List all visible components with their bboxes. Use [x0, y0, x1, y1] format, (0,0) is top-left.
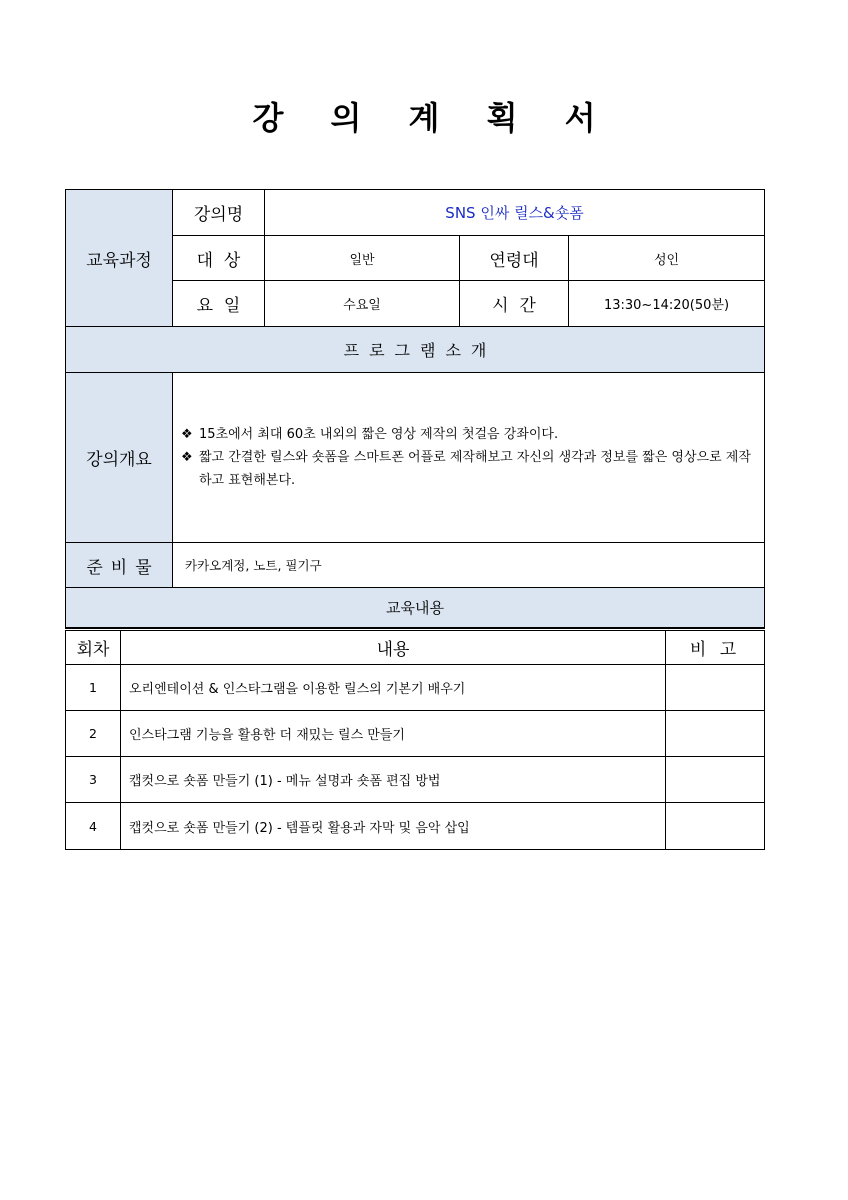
- course-label: 교육과정: [66, 190, 173, 327]
- table-row: [66, 757, 765, 803]
- time-label: 시 간: [460, 281, 569, 327]
- table-row: [66, 803, 765, 850]
- session-note: [666, 665, 765, 711]
- session-note: [666, 757, 765, 803]
- table-row: [66, 711, 765, 757]
- overview-bullet: [181, 446, 756, 492]
- column-header-session: 회차: [66, 630, 121, 665]
- session-content: 캡컷으로 숏폼 만들기 (1) - 메뉴 설명과 숏폼 편집 방법: [121, 757, 666, 803]
- session-number: 4: [66, 803, 121, 850]
- session-number: 2: [66, 711, 121, 757]
- table-row: [66, 665, 765, 711]
- course-plan-table: [65, 189, 765, 628]
- overview-bullet: [181, 423, 756, 446]
- lecture-name-label: 강의명: [173, 190, 265, 236]
- session-content: 오리엔테이션 & 인스타그램을 이용한 릴스의 기본기 배우기: [121, 665, 666, 711]
- session-note: [666, 711, 765, 757]
- education-heading: 교육내용: [66, 588, 765, 628]
- target-value: 일반: [265, 236, 460, 281]
- session-number: 3: [66, 757, 121, 803]
- diamond-bullet-icon: ❖: [181, 450, 193, 465]
- age-group-label: 연령대: [460, 236, 569, 281]
- session-content: 인스타그램 기능을 활용한 더 재밌는 릴스 만들기: [121, 711, 666, 757]
- education-content-table: [65, 628, 765, 850]
- column-header-note: 비 고: [666, 630, 765, 665]
- day-value: 수요일: [265, 281, 460, 327]
- session-note: [666, 803, 765, 850]
- session-content: 캡컷으로 숏폼 만들기 (2) - 템플릿 활용과 자막 및 음악 삽입: [121, 803, 666, 850]
- materials-value: 카카오계정, 노트, 필기구: [173, 543, 765, 588]
- diamond-bullet-icon: ❖: [181, 427, 193, 442]
- day-label: 요 일: [173, 281, 265, 327]
- overview-text: 15초에서 최대 60초 내외의 짧은 영상 제작의 첫걸음 강좌이다.: [199, 427, 559, 442]
- materials-label: 준비물: [66, 543, 173, 588]
- lecture-name-value: SNS 인싸 릴스&숏폼: [265, 190, 765, 236]
- table-header-row: [66, 630, 765, 665]
- overview-content: [173, 373, 765, 543]
- time-value: 13:30~14:20(50분): [569, 281, 765, 327]
- target-label: 대 상: [173, 236, 265, 281]
- program-intro-heading: 프로그램소개: [66, 327, 765, 373]
- overview-label: 강의개요: [66, 373, 173, 543]
- session-number: 1: [66, 665, 121, 711]
- age-group-value: 성인: [569, 236, 765, 281]
- overview-text: 짧고 간결한 릴스와 숏폼을 스마트폰 어플로 제작해보고 자신의 생각과 정보를 짧은 영상으로 제작하고 표현해본다.: [199, 450, 751, 488]
- column-header-content: 내용: [121, 630, 666, 665]
- document-title: 강 의 계 획 서: [252, 99, 614, 137]
